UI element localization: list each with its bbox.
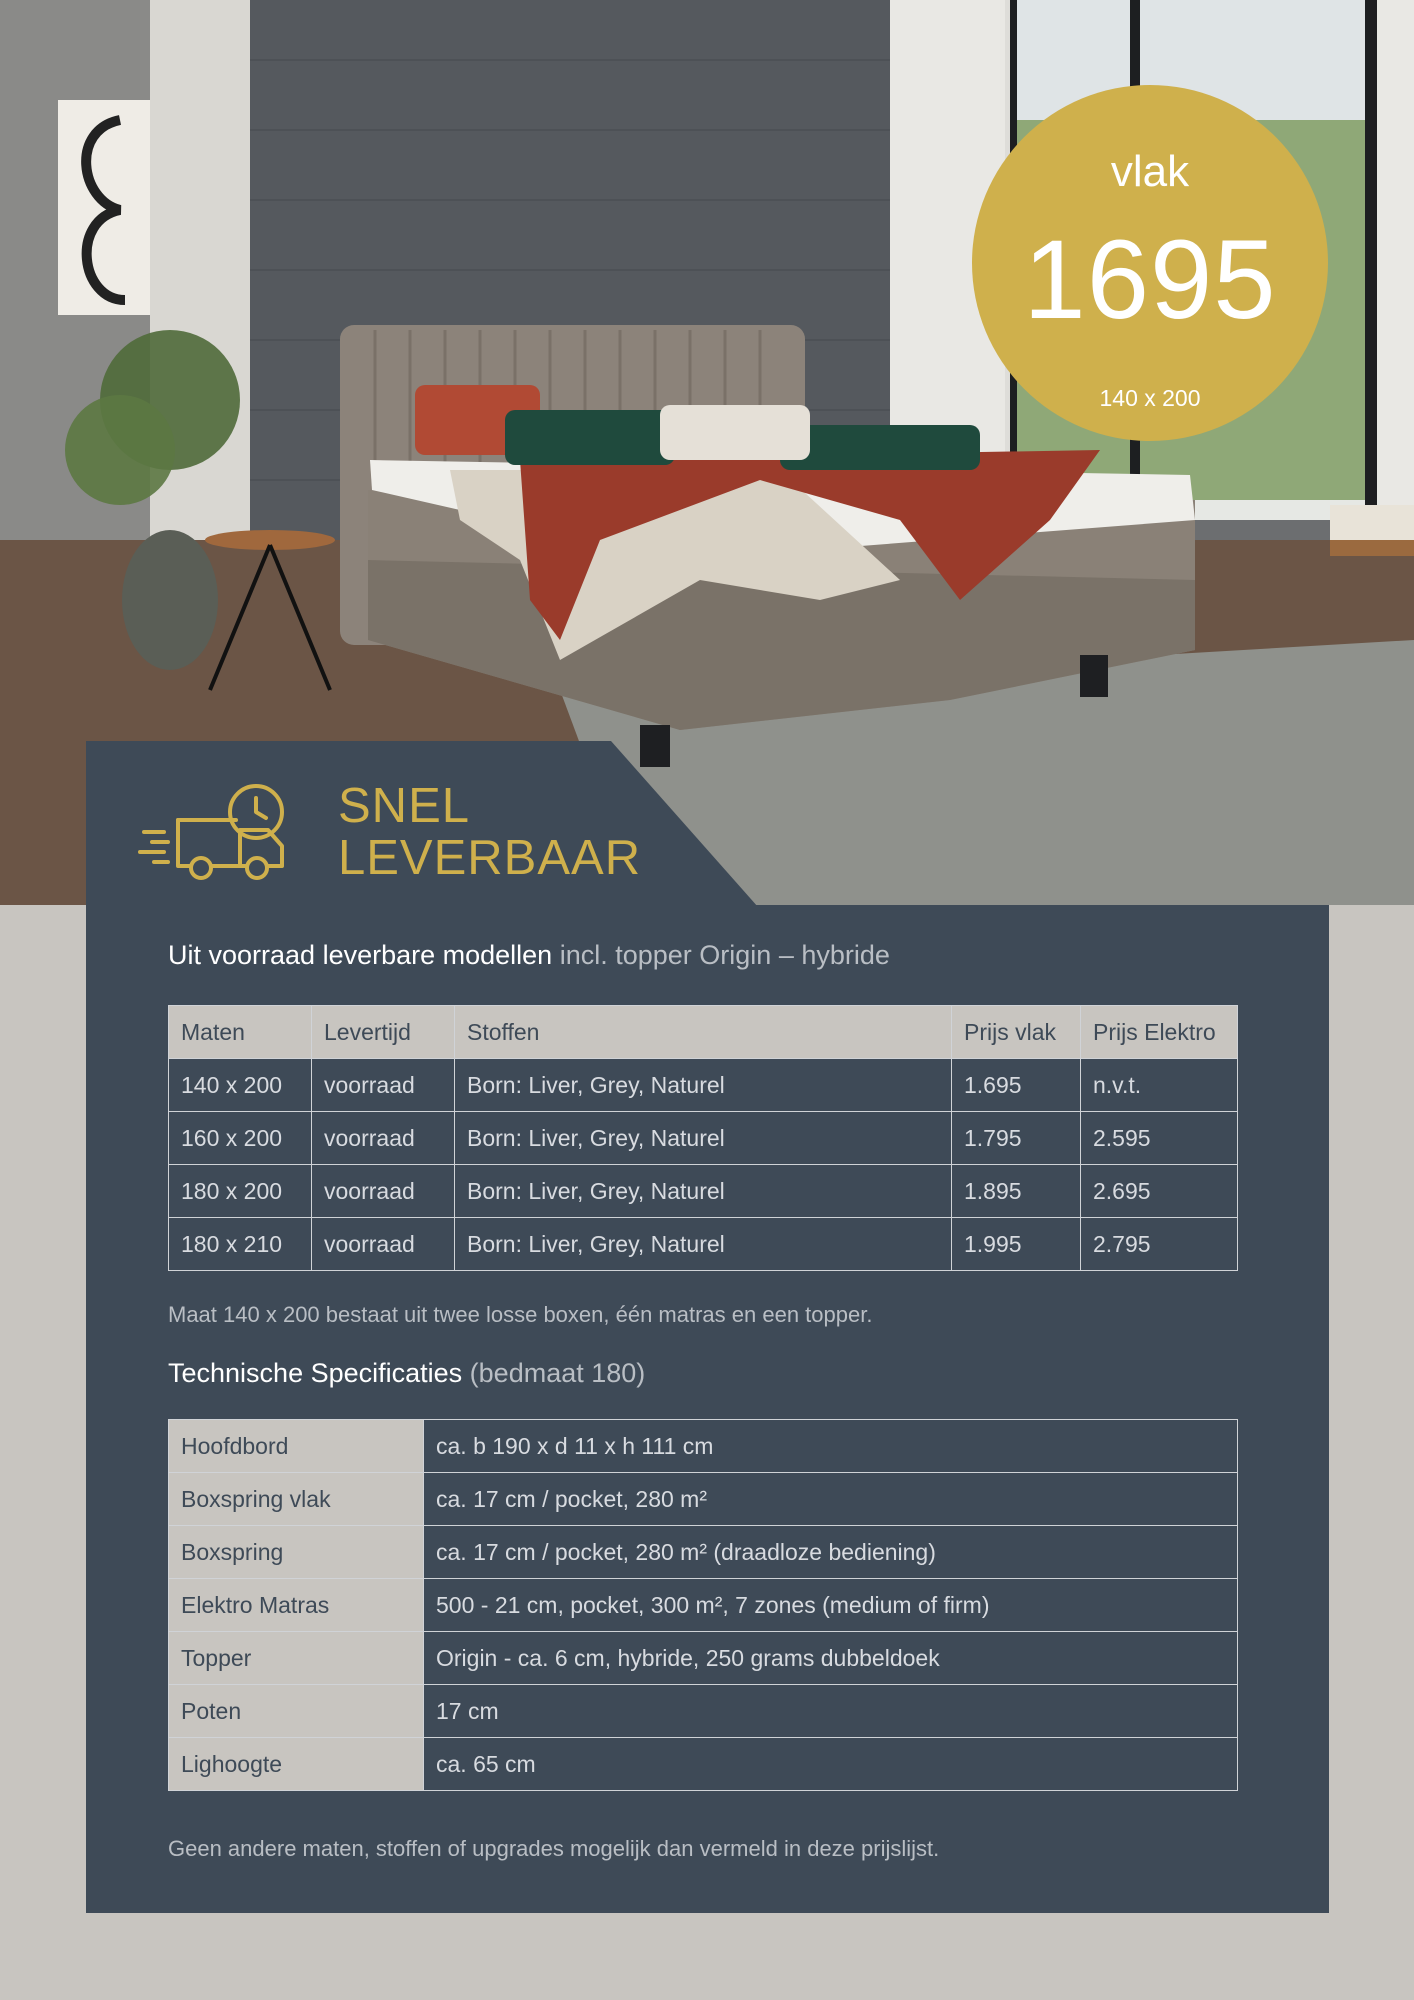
delivery-title <box>338 780 641 884</box>
price-size: 140 x 200 <box>1099 385 1201 411</box>
spec-key: Boxspring vlak <box>169 1473 424 1526</box>
cell-size: 160 x 200 <box>169 1112 312 1165</box>
column-header: Stoffen <box>455 1006 952 1059</box>
stock-heading <box>168 940 890 971</box>
cell-fabrics: Born: Liver, Grey, Naturel <box>455 1112 952 1165</box>
cell-delivery: voorraad <box>312 1218 455 1271</box>
table-row <box>169 1059 1238 1112</box>
stock-heading-main: Uit voorraad leverbare modellen <box>168 940 553 970</box>
cell-price-flat: 1.795 <box>952 1112 1081 1165</box>
cell-size: 140 x 200 <box>169 1059 312 1112</box>
cell-fabrics: Born: Liver, Grey, Naturel <box>455 1218 952 1271</box>
cell-price-electro: 2.595 <box>1081 1112 1238 1165</box>
table-row <box>169 1112 1238 1165</box>
table-row <box>169 1526 1238 1579</box>
specs-heading-main: Technische Specificaties <box>168 1358 463 1388</box>
table-row <box>169 1738 1238 1791</box>
footer-note: Geen andere maten, stoffen of upgrades mogelijk dan vermeld in deze prijslijst. <box>168 1836 940 1861</box>
cell-price-electro: 2.695 <box>1081 1165 1238 1218</box>
spec-value: 17 cm <box>424 1685 1238 1738</box>
spec-key: Lighoogte <box>169 1738 424 1791</box>
truck-clock-icon <box>138 780 298 890</box>
cell-price-flat: 1.995 <box>952 1218 1081 1271</box>
spec-key: Boxspring <box>169 1526 424 1579</box>
table-row <box>169 1473 1238 1526</box>
spec-value: Origin - ca. 6 cm, hybride, 250 grams dubbeldoek <box>424 1632 1238 1685</box>
cell-price-flat: 1.895 <box>952 1165 1081 1218</box>
table-row <box>169 1685 1238 1738</box>
stock-heading-sub: incl. topper Origin – hybride <box>559 940 890 970</box>
stock-table <box>168 1005 1238 1271</box>
cell-delivery: voorraad <box>312 1165 455 1218</box>
cell-price-electro: n.v.t. <box>1081 1059 1238 1112</box>
table-row <box>169 1632 1238 1685</box>
table-row <box>169 1218 1238 1271</box>
cell-size: 180 x 200 <box>169 1165 312 1218</box>
column-header: Prijs Elektro <box>1081 1006 1238 1059</box>
spec-key: Poten <box>169 1685 424 1738</box>
price-badge <box>972 85 1328 441</box>
delivery-title-line1: SNEL <box>338 779 471 833</box>
stock-note: Maat 140 x 200 bestaat uit twee losse boxen, één matras en een topper. <box>168 1302 873 1327</box>
specs-heading-sub: (bedmaat 180) <box>469 1358 646 1388</box>
cell-price-flat: 1.695 <box>952 1059 1081 1112</box>
spec-value: 500 - 21 cm, pocket, 300 m², 7 zones (medium of firm) <box>424 1579 1238 1632</box>
table-row <box>169 1420 1238 1473</box>
spec-value: ca. b 190 x d 11 x h 111 cm <box>424 1420 1238 1473</box>
price-label: vlak <box>1110 147 1190 196</box>
column-header: Levertijd <box>312 1006 455 1059</box>
cell-fabrics: Born: Liver, Grey, Naturel <box>455 1165 952 1218</box>
cell-delivery: voorraad <box>312 1059 455 1112</box>
delivery-label <box>138 780 698 890</box>
cell-delivery: voorraad <box>312 1112 455 1165</box>
column-header: Maten <box>169 1006 312 1059</box>
cell-size: 180 x 210 <box>169 1218 312 1271</box>
spec-value: ca. 17 cm / pocket, 280 m² (draadloze bediening) <box>424 1526 1238 1579</box>
spec-value: ca. 17 cm / pocket, 280 m² <box>424 1473 1238 1526</box>
column-header: Prijs vlak <box>952 1006 1081 1059</box>
cell-price-electro: 2.795 <box>1081 1218 1238 1271</box>
spec-key: Elektro Matras <box>169 1579 424 1632</box>
table-row <box>169 1579 1238 1632</box>
price-value: 1695 <box>1023 217 1277 342</box>
spec-key: Hoofdbord <box>169 1420 424 1473</box>
table-row <box>169 1165 1238 1218</box>
cell-fabrics: Born: Liver, Grey, Naturel <box>455 1059 952 1112</box>
specs-heading <box>168 1358 645 1389</box>
spec-key: Topper <box>169 1632 424 1685</box>
delivery-title-line2: LEVERBAAR <box>338 831 642 885</box>
spec-value: ca. 65 cm <box>424 1738 1238 1791</box>
table-header-row <box>169 1006 1238 1059</box>
specs-table <box>168 1419 1238 1791</box>
